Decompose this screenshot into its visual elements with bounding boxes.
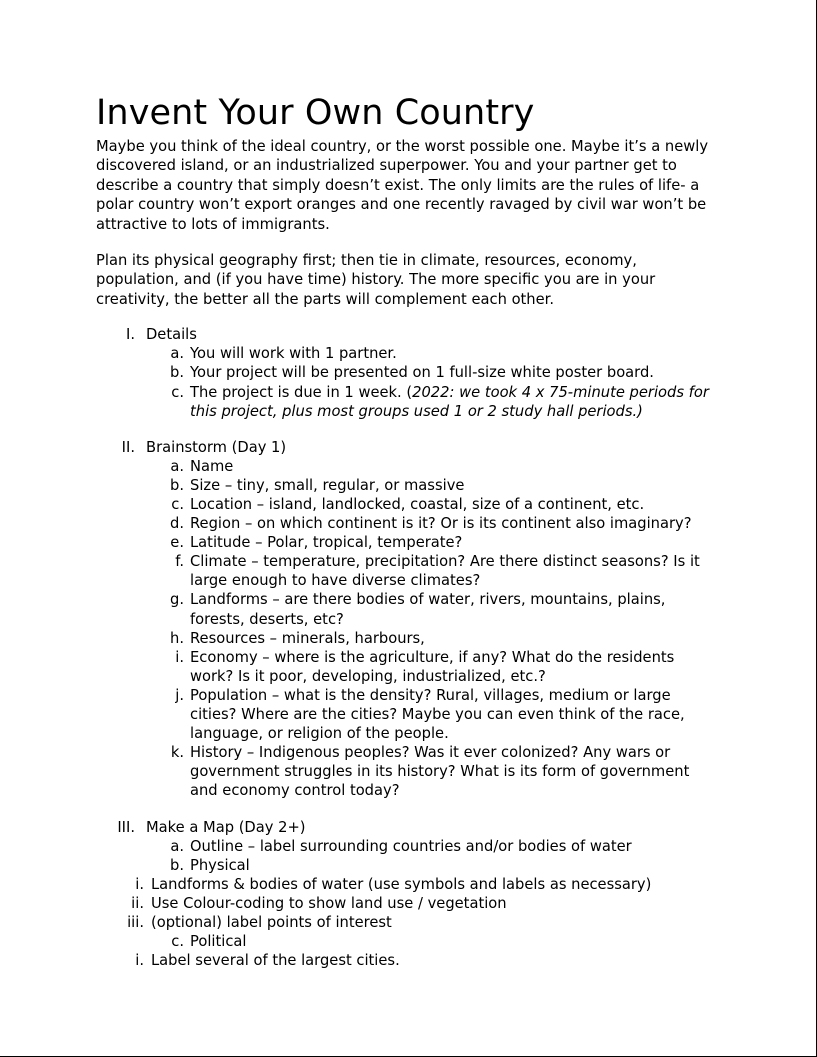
list-item [96,363,721,382]
list-item [96,514,721,533]
list-item [96,837,721,856]
sub-list-item [96,951,721,970]
list-item [96,686,721,743]
list-item [96,629,721,648]
item-marker: a. [170,457,184,475]
section-heading-row [96,818,721,837]
list-item [96,648,721,686]
outline-section [96,818,721,971]
list-item [96,533,721,552]
item-text [190,383,721,421]
item-text-italic: 2022: we took 4 x 75-minute periods for this project, plus most groups used 1 or 2 study hall periods.) [190,383,709,420]
section-items [96,457,721,801]
item-marker: k. [170,744,184,762]
sub-list-item [96,894,721,913]
outline-section [96,325,721,420]
item-marker: i. [175,648,184,666]
list-item [96,344,721,363]
page-title: Invent Your Own Country [96,93,535,133]
item-marker: f. [175,553,184,571]
sub-items [96,951,721,970]
item-marker: b. [170,476,184,494]
item-text: Your project will be presented on 1 full-size white poster board. [190,364,654,382]
list-item [96,457,721,476]
item-text: Landforms – are there bodies of water, rivers, mountains, plains, forests, deserts, etc? [190,591,666,628]
list-item [96,932,721,970]
section-heading-row [96,438,721,457]
item-marker: c. [171,496,184,513]
item-marker: e. [170,534,184,552]
section-heading: Make a Map (Day 2+) [146,818,306,836]
subitem-text: (optional) label points of interest [151,913,392,931]
item-text: Population – what is the density? Rural, villages, medium or large cities? Where are the cities? Maybe you can even think of the race, language, or religion of the people. [190,686,685,743]
list-item [96,552,721,590]
outline-list [96,325,721,970]
item-text: You will work with 1 partner. [190,345,397,363]
item-marker: c. [171,383,184,401]
item-text: Economy – where is the agriculture, if any? What do the residents work? Is it poor, developing, industrialized, etc.? [190,648,675,685]
subitem-text: Label several of the largest cities. [151,952,400,970]
item-text: Size – tiny, small, regular, or massive [190,476,465,494]
item-text: Resources – minerals, harbours, [190,629,425,647]
subitem-text: Landforms & bodies of water (use symbols and labels as necessary) [151,875,652,893]
item-text: Political [190,933,247,951]
list-item [96,856,721,932]
item-text: Climate – temperature, precipitation? Are there distinct seasons? Is it large enough to have diverse climates? [190,553,700,590]
outline-section [96,438,721,801]
intro-paragraph-2: Plan its physical geography first; then tie in climate, resources, economy, population, and (if you have time) history. The more specific you are in your creativity, the better all the parts will complement each other. [96,252,656,308]
subitem-marker: iii. [127,913,144,931]
subitem-marker: i. [135,952,144,970]
item-marker: a. [170,345,184,363]
subitem-marker: ii. [131,894,144,912]
sub-list-item [96,875,721,894]
sub-list-item [96,913,721,932]
section-items [96,837,721,971]
section-heading: Brainstorm (Day 1) [146,438,287,456]
item-marker: g. [170,591,184,609]
item-marker: a. [170,837,184,855]
item-text: Outline – label surrounding countries and/or bodies of water [190,837,632,855]
list-item [96,743,721,800]
item-text: Location – island, landlocked, coastal, size of a continent, etc. [190,496,645,513]
list-item [96,383,721,421]
section-heading: Details [146,326,197,344]
item-marker: j. [175,686,184,704]
item-text: Region – on which continent is it? Or is its continent also imaginary? [190,515,692,533]
section-items [96,344,721,420]
item-text-plain: The project is due in 1 week. ( [190,383,413,401]
subitem-marker: i. [135,875,144,893]
section-marker: II. [121,438,135,456]
section-marker: I. [125,326,135,344]
list-item [96,590,721,628]
item-text: Physical [190,856,250,874]
section-heading-row [96,325,721,344]
item-text: Name [190,457,234,475]
list-item [96,476,721,495]
list-item [96,495,721,514]
item-marker: d. [170,515,184,533]
item-marker: h. [170,629,184,647]
subitem-text: Use Colour-coding to show land use / vegetation [151,894,507,912]
item-text: History – Indigenous peoples? Was it ever colonized? Any wars or government struggles in its history? What is its form of government and economy control today? [190,744,690,800]
sub-items [96,875,721,932]
document-content [96,92,721,970]
item-marker: b. [170,364,184,382]
item-marker: b. [170,856,184,874]
section-marker: III. [117,818,135,836]
item-text: Latitude – Polar, tropical, temperate? [190,534,463,552]
item-marker: c. [171,933,184,951]
intro-paragraph-1: Maybe you think of the ideal country, or the worst possible one. Maybe it’s a newly discovered island, or an industrialized superpower. You and your partner get to describe a country that simply doesn’t exist. The only limits are the rules of life- a polar country won’t export oranges and one recently ravaged by civil war won’t be attractive to lots of immigrants. [96,138,709,233]
